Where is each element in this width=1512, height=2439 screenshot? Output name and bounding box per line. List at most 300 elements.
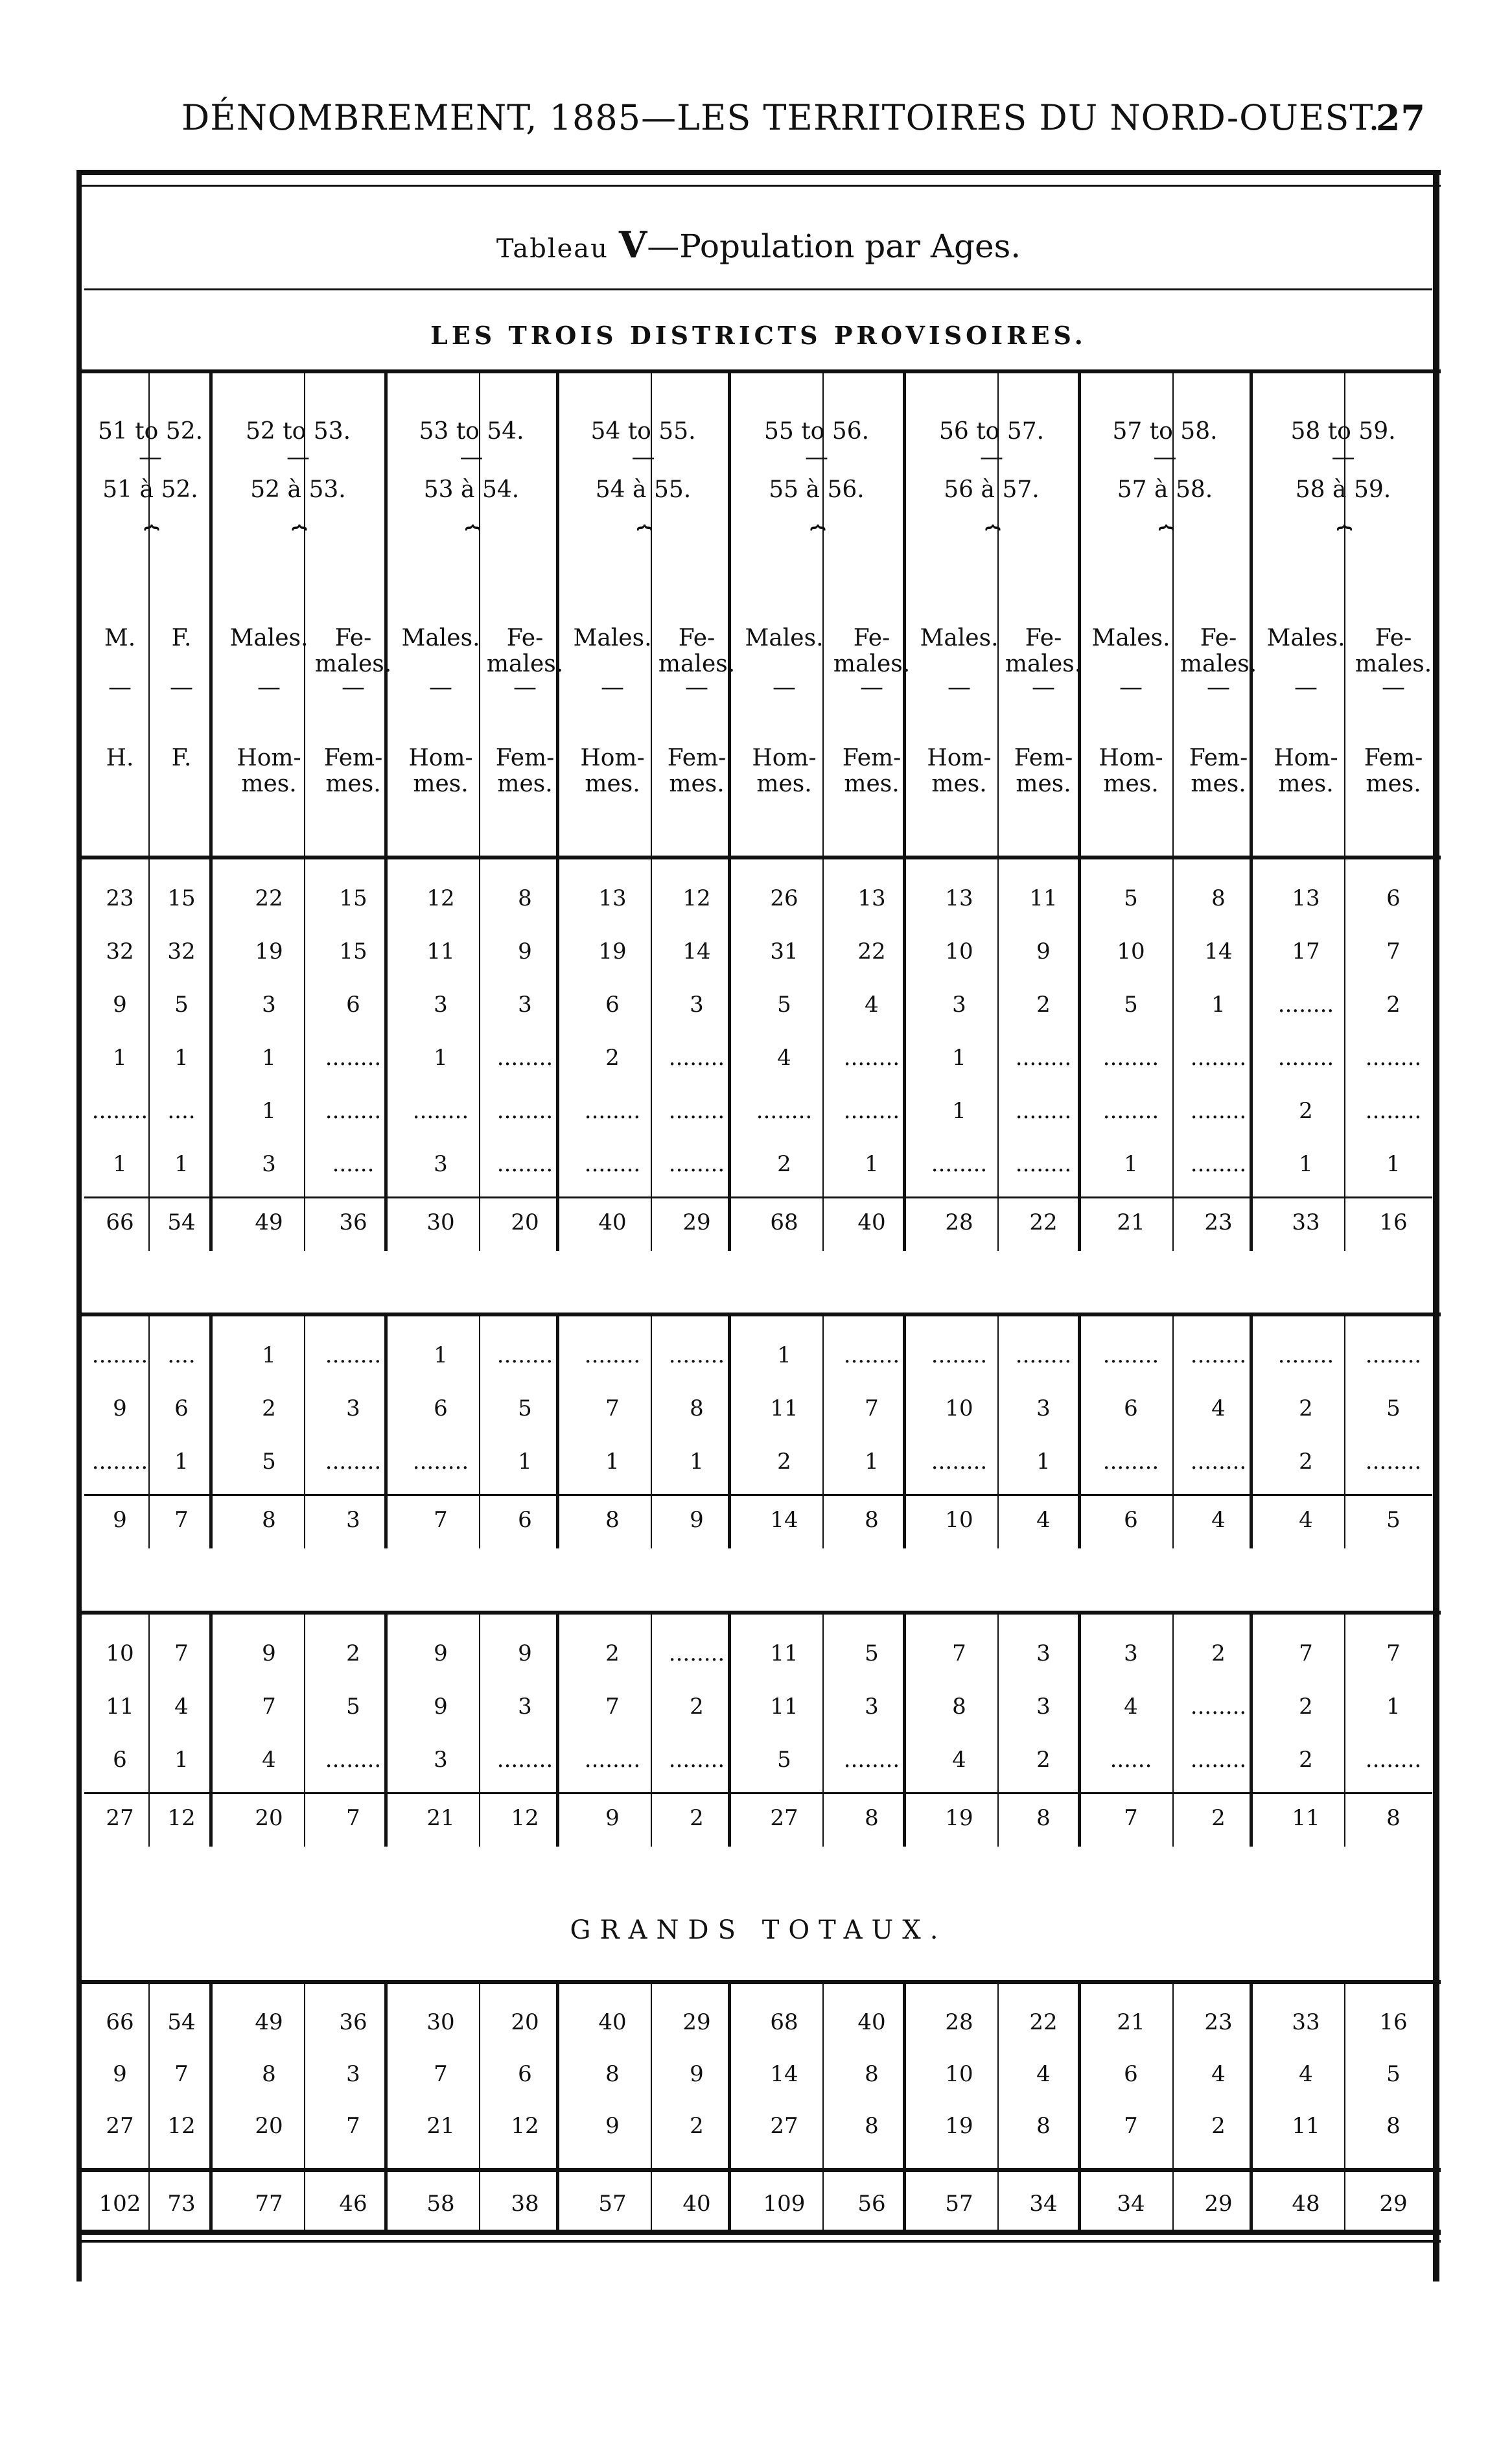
section1-total-cell: 20 bbox=[511, 1209, 539, 1235]
sex-header-fr: Fem-mes. bbox=[842, 745, 901, 797]
page-header bbox=[78, 97, 1426, 156]
section3-total-cell: 12 bbox=[167, 1805, 196, 1831]
sex-header-dash: — bbox=[1032, 674, 1055, 701]
section2-cell: ........ bbox=[668, 1342, 725, 1368]
section2-total-cell: 6 bbox=[518, 1507, 532, 1533]
brace-icon: ⏞ bbox=[465, 525, 478, 555]
grands-cell: 20 bbox=[255, 2113, 283, 2139]
grands-cell: 7 bbox=[434, 2061, 448, 2087]
sex-header-fr: Fem-mes. bbox=[667, 745, 727, 797]
grands-cell: 28 bbox=[945, 2009, 973, 2035]
section3-total-cell: 8 bbox=[1386, 1805, 1401, 1831]
section3-cell: ........ bbox=[496, 1747, 553, 1773]
grands-cell: 8 bbox=[605, 2061, 620, 2087]
section1-cell: 22 bbox=[857, 939, 886, 964]
brace-icon: ⏞ bbox=[1158, 525, 1172, 555]
grands-top-rule bbox=[76, 1980, 1441, 1984]
sex-header-fr: Fem-mes. bbox=[495, 745, 555, 797]
section2-cell: 2 bbox=[1299, 1395, 1313, 1421]
section3-cell: 2 bbox=[605, 1640, 620, 1666]
section2-cell: ........ bbox=[1190, 1342, 1247, 1368]
section2-cell: ........ bbox=[496, 1342, 553, 1368]
top-rule bbox=[76, 170, 1441, 175]
section1-cell: ........ bbox=[325, 1045, 382, 1071]
sex-header-dash: — bbox=[685, 674, 708, 701]
section3-cell: 9 bbox=[434, 1694, 448, 1720]
section3-cell: 4 bbox=[262, 1747, 276, 1773]
section2-cell: 6 bbox=[1124, 1395, 1138, 1421]
grands-total-cell: 48 bbox=[1292, 2191, 1320, 2217]
section3-cell: 1 bbox=[174, 1747, 189, 1773]
sex-header-fr: Hom-mes. bbox=[1274, 745, 1338, 797]
section1-cell: 3 bbox=[690, 992, 704, 1018]
section1-cell: ........ bbox=[1015, 1045, 1072, 1071]
section2-cell: 7 bbox=[605, 1395, 620, 1421]
age-group-dash: — bbox=[631, 444, 655, 471]
section3-cell: 7 bbox=[605, 1694, 620, 1720]
section1-cell: 13 bbox=[857, 885, 886, 911]
section2-cell: 8 bbox=[690, 1395, 704, 1421]
grands-total-cell: 46 bbox=[339, 2191, 367, 2217]
section3-total-cell: 20 bbox=[255, 1805, 283, 1831]
age-group-en: 54 to 55. bbox=[590, 418, 696, 445]
sex-header-dash: — bbox=[513, 674, 537, 701]
sex-header-en: Males. bbox=[920, 625, 999, 651]
brace-icon: ⏞ bbox=[636, 525, 650, 555]
section3-cell: ........ bbox=[584, 1747, 641, 1773]
sex-header-en: M. bbox=[104, 625, 136, 651]
section3-cell: ........ bbox=[843, 1747, 900, 1773]
sex-header-fr: H. bbox=[106, 745, 134, 771]
section3-cell: 10 bbox=[106, 1640, 134, 1666]
sex-header-dash: — bbox=[108, 674, 132, 701]
section1-cell: 1 bbox=[1211, 992, 1226, 1018]
sex-header-dash: — bbox=[1382, 674, 1405, 701]
section2-cell: 1 bbox=[174, 1449, 189, 1475]
sex-header-fr: Hom-mes. bbox=[1099, 745, 1163, 797]
section1-cell: ...... bbox=[332, 1151, 375, 1177]
grands-total-cell: 102 bbox=[99, 2191, 141, 2217]
section3-total-cell: 2 bbox=[690, 1805, 704, 1831]
section1-cell: ........ bbox=[1015, 1098, 1072, 1124]
section1-cell: 13 bbox=[598, 885, 627, 911]
grands-cell: 16 bbox=[1379, 2009, 1408, 2035]
section1-cell: 1 bbox=[113, 1045, 127, 1071]
section3-total-cell: 11 bbox=[1292, 1805, 1320, 1831]
section1-cell: 1 bbox=[262, 1098, 276, 1124]
section1-cell: ........ bbox=[1190, 1098, 1247, 1124]
sex-header-fr: Hom-mes. bbox=[580, 745, 645, 797]
sex-header-dash: — bbox=[170, 674, 193, 701]
section1-cell: ........ bbox=[668, 1045, 725, 1071]
grands-cell: 6 bbox=[1124, 2061, 1138, 2087]
section1-cell: 1 bbox=[113, 1151, 127, 1177]
sex-header-en: Males. bbox=[401, 625, 480, 651]
section1-cell: 1 bbox=[174, 1151, 189, 1177]
grands-cell: 66 bbox=[106, 2009, 134, 2035]
age-group-fr: 56 à 57. bbox=[944, 476, 1040, 503]
sex-header-dash: — bbox=[257, 674, 281, 701]
section2-cell: ........ bbox=[325, 1449, 382, 1475]
section1-cell: 2 bbox=[605, 1045, 620, 1071]
grands-total-cell: 56 bbox=[857, 2191, 886, 2217]
grands-cell: 7 bbox=[346, 2113, 360, 2139]
grands-total-cell: 40 bbox=[682, 2191, 711, 2217]
section1-total-cell: 16 bbox=[1379, 1209, 1408, 1235]
section3-total-cell: 9 bbox=[605, 1805, 620, 1831]
sex-header-dash: — bbox=[773, 674, 796, 701]
grands-total-cell: 58 bbox=[426, 2191, 455, 2217]
grands-cell: 21 bbox=[1117, 2009, 1145, 2035]
grands-total-cell: 57 bbox=[598, 2191, 627, 2217]
section1-cell: 2 bbox=[777, 1151, 791, 1177]
section1-cell: ........ bbox=[584, 1151, 641, 1177]
age-group-dash: — bbox=[980, 444, 1003, 471]
section2-cell: 3 bbox=[1036, 1395, 1051, 1421]
section3-cell: 7 bbox=[1386, 1640, 1401, 1666]
section1-pair-sep bbox=[1172, 859, 1174, 1251]
grands-cell: 23 bbox=[1204, 2009, 1233, 2035]
section3-total-cell: 8 bbox=[1036, 1805, 1051, 1831]
section3-cell: 3 bbox=[1036, 1694, 1051, 1720]
grands-cell: 12 bbox=[167, 2113, 196, 2139]
section1-cell: 6 bbox=[605, 992, 620, 1018]
section3-cell: 7 bbox=[1299, 1640, 1313, 1666]
section1-cell: 26 bbox=[770, 885, 798, 911]
grands-cell: 4 bbox=[1036, 2061, 1051, 2087]
section1-cell: ........ bbox=[1365, 1045, 1422, 1071]
section1-cell: ........ bbox=[496, 1151, 553, 1177]
section3-cell: 3 bbox=[1124, 1640, 1138, 1666]
section1-cell: 10 bbox=[1117, 939, 1145, 964]
grands-cell: 68 bbox=[770, 2009, 798, 2035]
section3-cell: 1 bbox=[1386, 1694, 1401, 1720]
sex-header-fr: Fem-mes. bbox=[1014, 745, 1073, 797]
sex-header-fr: Hom-mes. bbox=[752, 745, 817, 797]
grands-cell: 7 bbox=[174, 2061, 189, 2087]
grands-cell: 49 bbox=[255, 2009, 283, 2035]
section2-cell: 5 bbox=[1386, 1395, 1401, 1421]
section1-cell: 15 bbox=[167, 885, 196, 911]
section2-cell: ........ bbox=[584, 1342, 641, 1368]
section2-cell: 2 bbox=[262, 1395, 276, 1421]
grands-cell: 8 bbox=[262, 2061, 276, 2087]
section3-cell: 3 bbox=[518, 1694, 532, 1720]
grands-total-cell: 77 bbox=[255, 2191, 283, 2217]
section1-total-cell: 33 bbox=[1292, 1209, 1320, 1235]
section3-cell: 7 bbox=[174, 1640, 189, 1666]
section1-cell: 1 bbox=[952, 1045, 966, 1071]
section2-cell: ........ bbox=[1365, 1449, 1422, 1475]
districts-heading: LES TROIS DISTRICTS PROVISOIRES. bbox=[430, 321, 1087, 350]
section3-cell: ........ bbox=[668, 1640, 725, 1666]
section1-cell: 3 bbox=[262, 992, 276, 1018]
section1-cell: ........ bbox=[843, 1045, 900, 1071]
sex-header-en: Fe-males. bbox=[658, 625, 736, 677]
sex-header-fr: Hom-mes. bbox=[237, 745, 301, 797]
grands-total-cell: 34 bbox=[1117, 2191, 1145, 2217]
section3-cell: 3 bbox=[865, 1694, 879, 1720]
grands-cell: 33 bbox=[1292, 2009, 1320, 2035]
section1-total-cell: 40 bbox=[857, 1209, 886, 1235]
section1-cell: ........ bbox=[843, 1098, 900, 1124]
section2-cell: 2 bbox=[777, 1449, 791, 1475]
bottom-rule-thin bbox=[76, 2240, 1441, 2243]
section1-cell: 11 bbox=[1029, 885, 1058, 911]
section1-cell: 15 bbox=[339, 939, 367, 964]
section1-cell: 11 bbox=[426, 939, 455, 964]
section1-cell: 22 bbox=[255, 885, 283, 911]
section1-total-cell: 21 bbox=[1117, 1209, 1145, 1235]
grands-cell: 29 bbox=[682, 2009, 711, 2035]
age-group-en: 58 to 59. bbox=[1290, 418, 1396, 445]
grands-total-cell: 73 bbox=[167, 2191, 196, 2217]
section1-cell: ........ bbox=[496, 1045, 553, 1071]
section3-cell: 2 bbox=[1299, 1694, 1313, 1720]
sex-header-fr: F. bbox=[171, 745, 192, 771]
age-group-en: 57 to 58. bbox=[1112, 418, 1218, 445]
section2-total-cell: 9 bbox=[113, 1507, 127, 1533]
grands-cell: 8 bbox=[865, 2061, 879, 2087]
section2-cell: ........ bbox=[1277, 1342, 1334, 1368]
sex-header-dash: — bbox=[1207, 674, 1230, 701]
section3-cell: 11 bbox=[770, 1640, 798, 1666]
section1-cell: 2 bbox=[1386, 992, 1401, 1018]
sex-header-dash: — bbox=[1119, 674, 1143, 701]
grands-total-cell: 29 bbox=[1204, 2191, 1233, 2217]
section3-cell: 9 bbox=[262, 1640, 276, 1666]
caption-prefix: Tableau bbox=[496, 234, 609, 264]
bottom-rule bbox=[76, 2230, 1441, 2235]
section1-cell: .... bbox=[167, 1098, 196, 1124]
age-group-en: 53 to 54. bbox=[419, 418, 524, 445]
section2-cell: ........ bbox=[931, 1342, 988, 1368]
section2-cell: 2 bbox=[1299, 1449, 1313, 1475]
table-caption bbox=[76, 224, 1441, 266]
section1-cell: 9 bbox=[113, 992, 127, 1018]
section3-cell: ........ bbox=[1365, 1747, 1422, 1773]
section1-cell: 15 bbox=[339, 885, 367, 911]
section1-total-cell: 22 bbox=[1029, 1209, 1058, 1235]
section2-cell: 1 bbox=[605, 1449, 620, 1475]
section1-cell: ........ bbox=[1102, 1045, 1159, 1071]
page-number: 27 bbox=[1375, 97, 1426, 139]
grands-cell: 2 bbox=[690, 2113, 704, 2139]
section1-total-cell: 49 bbox=[255, 1209, 283, 1235]
section1-cell: ........ bbox=[584, 1098, 641, 1124]
section1-cell: 2 bbox=[1299, 1098, 1313, 1124]
section2-total-cell: 10 bbox=[945, 1507, 973, 1533]
section1-cell: ........ bbox=[91, 1098, 148, 1124]
section1-total-cell: 28 bbox=[945, 1209, 973, 1235]
section1-cell: 32 bbox=[106, 939, 134, 964]
age-group-fr: 52 à 53. bbox=[250, 476, 346, 503]
sex-header-dash: — bbox=[429, 674, 452, 701]
section3-cell: 5 bbox=[777, 1747, 791, 1773]
age-group-en: 55 to 56. bbox=[763, 418, 870, 445]
caption-numeral: V bbox=[618, 224, 647, 266]
section2-total-cell: 8 bbox=[605, 1507, 620, 1533]
section1-cell: 8 bbox=[518, 885, 532, 911]
grands-cell: 20 bbox=[511, 2009, 539, 2035]
grands-totaux-label: GRANDS TOTAUX. bbox=[570, 1915, 948, 1945]
section3-cell: 5 bbox=[865, 1640, 879, 1666]
grands-cell: 40 bbox=[857, 2009, 886, 2035]
section1-cell: 14 bbox=[682, 939, 711, 964]
section2-cell: 1 bbox=[777, 1342, 791, 1368]
brace-icon: ⏞ bbox=[985, 525, 998, 555]
grands-cell: 9 bbox=[113, 2061, 127, 2087]
section2-cell: 3 bbox=[346, 1395, 360, 1421]
section2-total-cell: 7 bbox=[174, 1507, 189, 1533]
grands-cell: 8 bbox=[865, 2113, 879, 2139]
section2-cell: 4 bbox=[1211, 1395, 1226, 1421]
age-group-dash: — bbox=[805, 444, 828, 471]
sex-header-en: Fe-males. bbox=[1005, 625, 1082, 677]
section1-cell: ........ bbox=[1190, 1151, 1247, 1177]
section2-cell: 1 bbox=[690, 1449, 704, 1475]
section1-cell: ........ bbox=[1365, 1098, 1422, 1124]
grands-cell: 27 bbox=[106, 2113, 134, 2139]
grands-cell: 8 bbox=[1386, 2113, 1401, 2139]
section2-cell: 1 bbox=[262, 1342, 276, 1368]
section3-total-cell: 8 bbox=[865, 1805, 879, 1831]
section3-cell: 7 bbox=[262, 1694, 276, 1720]
section1-cell: ........ bbox=[325, 1098, 382, 1124]
section3-total-cell: 27 bbox=[770, 1805, 798, 1831]
age-group-fr: 51 à 52. bbox=[102, 476, 198, 503]
section2-total-cell: 4 bbox=[1036, 1507, 1051, 1533]
section1-cell: 19 bbox=[255, 939, 283, 964]
section1-cell: ........ bbox=[1277, 1045, 1334, 1071]
section3-total-cell: 21 bbox=[426, 1805, 455, 1831]
section2-total-cell: 9 bbox=[690, 1507, 704, 1533]
section2-total-rule bbox=[84, 1494, 1432, 1496]
grands-cell: 8 bbox=[1036, 2113, 1051, 2139]
section2-cell: ........ bbox=[1365, 1342, 1422, 1368]
section1-cell: 13 bbox=[1292, 885, 1320, 911]
section1-total-cell: 66 bbox=[106, 1209, 134, 1235]
age-group-fr: 54 à 55. bbox=[595, 476, 692, 503]
section3-cell: 4 bbox=[174, 1694, 189, 1720]
section3-cell: ........ bbox=[1190, 1694, 1247, 1720]
section1-cell: 31 bbox=[770, 939, 798, 964]
section3-top-rule bbox=[76, 1611, 1441, 1615]
section1-cell: 4 bbox=[865, 992, 879, 1018]
section3-total-cell: 27 bbox=[106, 1805, 134, 1831]
sex-header-dash: — bbox=[601, 674, 624, 701]
section2-cell: 1 bbox=[518, 1449, 532, 1475]
section1-cell: 1 bbox=[952, 1098, 966, 1124]
section1-cell: 8 bbox=[1211, 885, 1226, 911]
section3-total-cell: 12 bbox=[511, 1805, 539, 1831]
section1-cell: 5 bbox=[777, 992, 791, 1018]
section3-cell: 2 bbox=[1211, 1640, 1226, 1666]
grands-cell: 36 bbox=[339, 2009, 367, 2035]
section3-cell: 3 bbox=[434, 1747, 448, 1773]
section2-cell: ........ bbox=[1015, 1342, 1072, 1368]
section1-cell: ........ bbox=[931, 1151, 988, 1177]
section1-cell: ........ bbox=[1277, 992, 1334, 1018]
sex-header-en: Males. bbox=[229, 625, 308, 651]
section1-cell: 3 bbox=[518, 992, 532, 1018]
sex-header-fr: Hom-mes. bbox=[408, 745, 473, 797]
section1-cell: ........ bbox=[1015, 1151, 1072, 1177]
section1-cell: 19 bbox=[598, 939, 627, 964]
section2-total-cell: 5 bbox=[1386, 1507, 1401, 1533]
sex-header-en: Fe-males. bbox=[1355, 625, 1432, 677]
sex-header-en: Fe-males. bbox=[833, 625, 911, 677]
grands-cell: 9 bbox=[605, 2113, 620, 2139]
section1-cell: 32 bbox=[167, 939, 196, 964]
age-group-dash: — bbox=[286, 444, 310, 471]
section3-cell: ...... bbox=[1110, 1747, 1152, 1773]
age-group-fr: 53 à 54. bbox=[423, 476, 520, 503]
sex-header-fr: Fem-mes. bbox=[323, 745, 383, 797]
section2-cell: 7 bbox=[865, 1395, 879, 1421]
section1-cell: ........ bbox=[668, 1098, 725, 1124]
grands-cell: 6 bbox=[518, 2061, 532, 2087]
section2-top-rule bbox=[76, 1313, 1441, 1316]
section2-cell: ........ bbox=[1102, 1449, 1159, 1475]
section2-pair-sep bbox=[1172, 1316, 1174, 1548]
section1-cell: 6 bbox=[1386, 885, 1401, 911]
section2-cell: ........ bbox=[931, 1449, 988, 1475]
section2-cell: .... bbox=[167, 1342, 196, 1368]
grands-cell: 30 bbox=[426, 2009, 455, 2035]
grands-total-cell: 34 bbox=[1029, 2191, 1058, 2217]
grands-cell: 4 bbox=[1211, 2061, 1226, 2087]
section2-cell: ........ bbox=[91, 1449, 148, 1475]
section2-cell: 6 bbox=[434, 1395, 448, 1421]
section2-cell: 5 bbox=[262, 1449, 276, 1475]
section3-cell: ........ bbox=[325, 1747, 382, 1773]
section1-cell: 7 bbox=[1386, 939, 1401, 964]
section3-cell: 7 bbox=[952, 1640, 966, 1666]
section3-cell: 4 bbox=[1124, 1694, 1138, 1720]
age-group-en: 56 to 57. bbox=[938, 418, 1045, 445]
section1-cell: 17 bbox=[1292, 939, 1320, 964]
age-group-dash: — bbox=[459, 444, 483, 471]
section2-total-cell: 4 bbox=[1211, 1507, 1226, 1533]
age-group-dash: — bbox=[139, 444, 162, 471]
section3-cell: 6 bbox=[113, 1747, 127, 1773]
section1-cell: ........ bbox=[496, 1098, 553, 1124]
age-group-fr: 58 à 59. bbox=[1295, 476, 1391, 503]
section2-cell: ........ bbox=[1190, 1449, 1247, 1475]
grands-cell: 54 bbox=[167, 2009, 196, 2035]
sex-header-en: Fe-males. bbox=[486, 625, 564, 677]
brace-icon: ⏞ bbox=[292, 525, 305, 555]
grands-cell: 5 bbox=[1386, 2061, 1401, 2087]
section1-total-cell: 68 bbox=[770, 1209, 798, 1235]
section1-cell: 1 bbox=[1299, 1151, 1313, 1177]
section1-cell: 12 bbox=[682, 885, 711, 911]
sex-header-en: Males. bbox=[573, 625, 652, 651]
brace-icon: ⏞ bbox=[1336, 525, 1350, 555]
section3-cell: 2 bbox=[690, 1694, 704, 1720]
section1-cell: ........ bbox=[668, 1151, 725, 1177]
section1-total-cell: 30 bbox=[426, 1209, 455, 1235]
section1-cell: ........ bbox=[756, 1098, 813, 1124]
section3-cell: 9 bbox=[518, 1640, 532, 1666]
sex-header-en: Fe-males. bbox=[1180, 625, 1257, 677]
caption-text: —Population par Ages. bbox=[647, 228, 1021, 265]
section1-cell: 1 bbox=[1386, 1151, 1401, 1177]
section3-cell: 3 bbox=[1036, 1640, 1051, 1666]
grands-pair-sep bbox=[1172, 1984, 1174, 2172]
age-group-fr: 57 à 58. bbox=[1117, 476, 1213, 503]
